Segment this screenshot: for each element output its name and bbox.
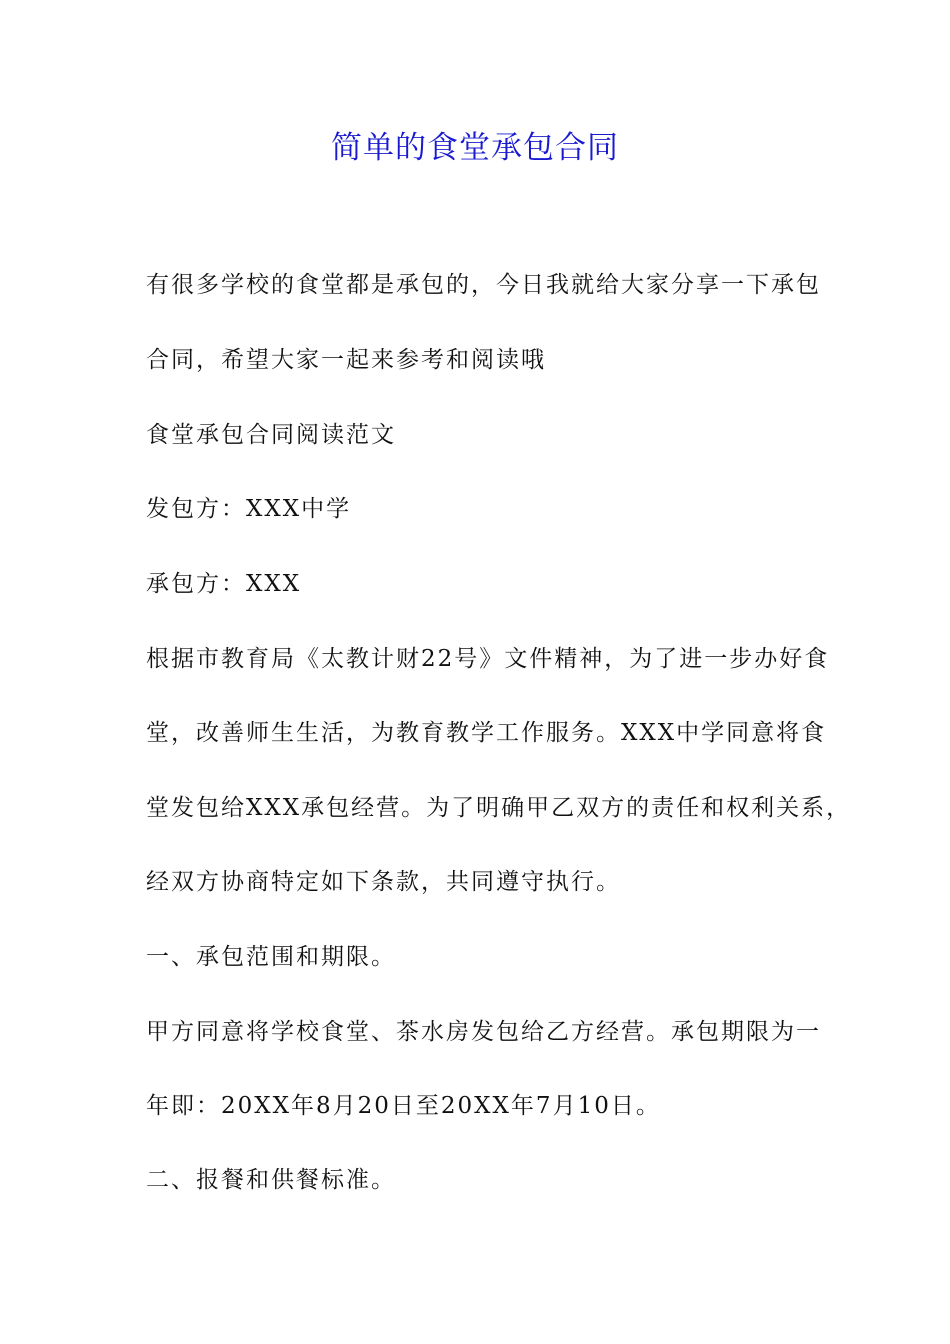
paragraph-line-2: 合同，希望大家一起来参考和阅读哦 (146, 347, 546, 373)
document-title: 简单的食堂承包合同 (331, 130, 619, 166)
paragraph-line-3: 食堂承包合同阅读范文 (146, 422, 396, 448)
paragraph-line-5: 承包方：XXX (146, 571, 302, 597)
paragraph-line-6: 根据市教育局《太教计财22号》文件精神，为了进一步办好食 (146, 646, 830, 672)
paragraph-line-1: 有很多学校的食堂都是承包的，今日我就给大家分享一下承包 (146, 272, 821, 298)
paragraph-line-4: 发包方：XXX中学 (146, 496, 352, 522)
paragraph-line-12: 年即：20XX年8月20日至20XX年7月10日。 (146, 1093, 661, 1119)
paragraph-line-11: 甲方同意将学校食堂、茶水房发包给乙方经营。承包期限为一 (146, 1019, 821, 1045)
paragraph-line-9: 经双方协商特定如下条款，共同遵守执行。 (146, 869, 621, 895)
section-heading-1: 一、承包范围和期限。 (146, 944, 396, 970)
paragraph-line-8: 堂发包给XXX承包经营。为了明确甲乙双方的责任和权利关系， (146, 795, 852, 821)
section-heading-2: 二、报餐和供餐标准。 (146, 1167, 396, 1193)
paragraph-line-7: 堂，改善师生生活，为教育教学工作服务。XXX中学同意将食 (146, 720, 827, 746)
